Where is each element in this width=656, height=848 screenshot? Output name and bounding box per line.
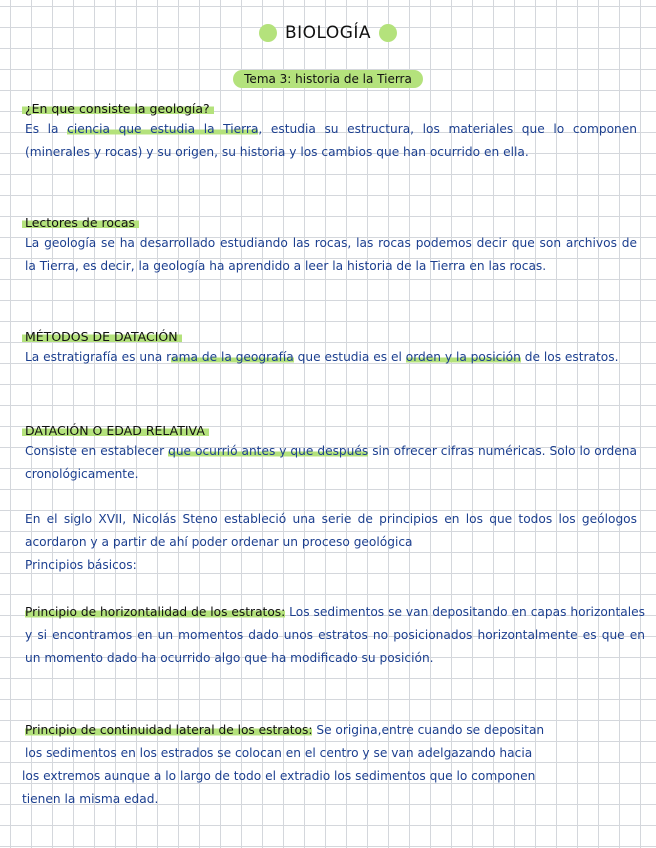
section-paragraph-line: los sedimentos en los estrados se colocan en el centro y se van adelgazando hacia [25,746,533,760]
section-paragraph: En el siglo XVII, Nicolás Steno estableció una serie de principios en los que todos los geólogos acordaron y a partir de ahí poder ordenar un proceso geológica [25,512,637,549]
principle-heading: Principio de continuidad lateral de los estratos: [25,723,313,737]
section-relativa [25,421,637,486]
section-metodos [25,327,637,369]
section-steno [25,508,637,577]
green-dot-right [379,24,397,42]
section-paragraph: La estratigrafía es una rama de la geografía que estudia es el orden y la posición de los estratos. [25,350,619,364]
green-dot-left [259,24,277,42]
section-lectores [25,213,637,278]
section-paragraph-line: los extremos aunque a lo largo de todo el extradio los sedimentos que lo componen [22,769,536,783]
section-paragraph: Principio de horizontalidad de los estratos: Los sedimentos se van depositando en capas horizontales y si encontramos en un momentos dado unos estratos no posicionados horizontalmente es que en un momento dado ha ocurrido algo que ha modificado su posición. [25,605,645,665]
page-title: BIOLOGÍA [284,22,372,43]
principle-heading: Principio de horizontalidad de los estratos: [25,605,286,619]
section-paragraph: Consiste en establecer que ocurrió antes y que después sin ofrecer cifras numéricas. Solo lo ordena cronológicamente. [25,444,637,481]
section-paragraph: La geología se ha desarrollado estudiando las rocas, las rocas podemos decir que son archivos de la Tierra, es decir, la geología ha aprendido a leer la historia de la Tierra en las rocas. [25,236,637,273]
principios-label: Principios básicos: [25,558,137,572]
highlight-mark: orden y la posición [405,350,521,364]
highlight-mark: ciencia que estudia la Tierra [67,122,259,136]
section-heading: DATACIÓN O EDAD RELATIVA [25,421,637,440]
section-geologia [25,99,637,164]
topic-row [0,68,656,88]
section-continuidad [22,719,642,811]
section-heading: ¿En que consiste la geología? [25,99,637,118]
section-horizontalidad [25,601,645,670]
title-row [0,22,656,43]
topic-pill: Tema 3: historia de la Tierra [233,70,423,88]
highlight-mark: ama de la geografía [171,350,294,364]
section-heading: MÉTODOS DE DATACIÓN [25,327,637,346]
section-paragraph: Es la ciencia que estudia la Tierra, estudia su estructura, los materiales que lo componen (minerales y rocas) y su origen, su historia y los cambios que han ocurrido en ella. [25,122,637,159]
section-paragraph-line: Principio de continuidad lateral de los estratos: Se origina,entre cuando se depositan [25,723,545,737]
highlight-mark: que ocurrió antes y que después [168,444,369,458]
section-paragraph-line: tienen la misma edad. [22,792,159,806]
section-heading: Lectores de rocas [25,213,637,232]
